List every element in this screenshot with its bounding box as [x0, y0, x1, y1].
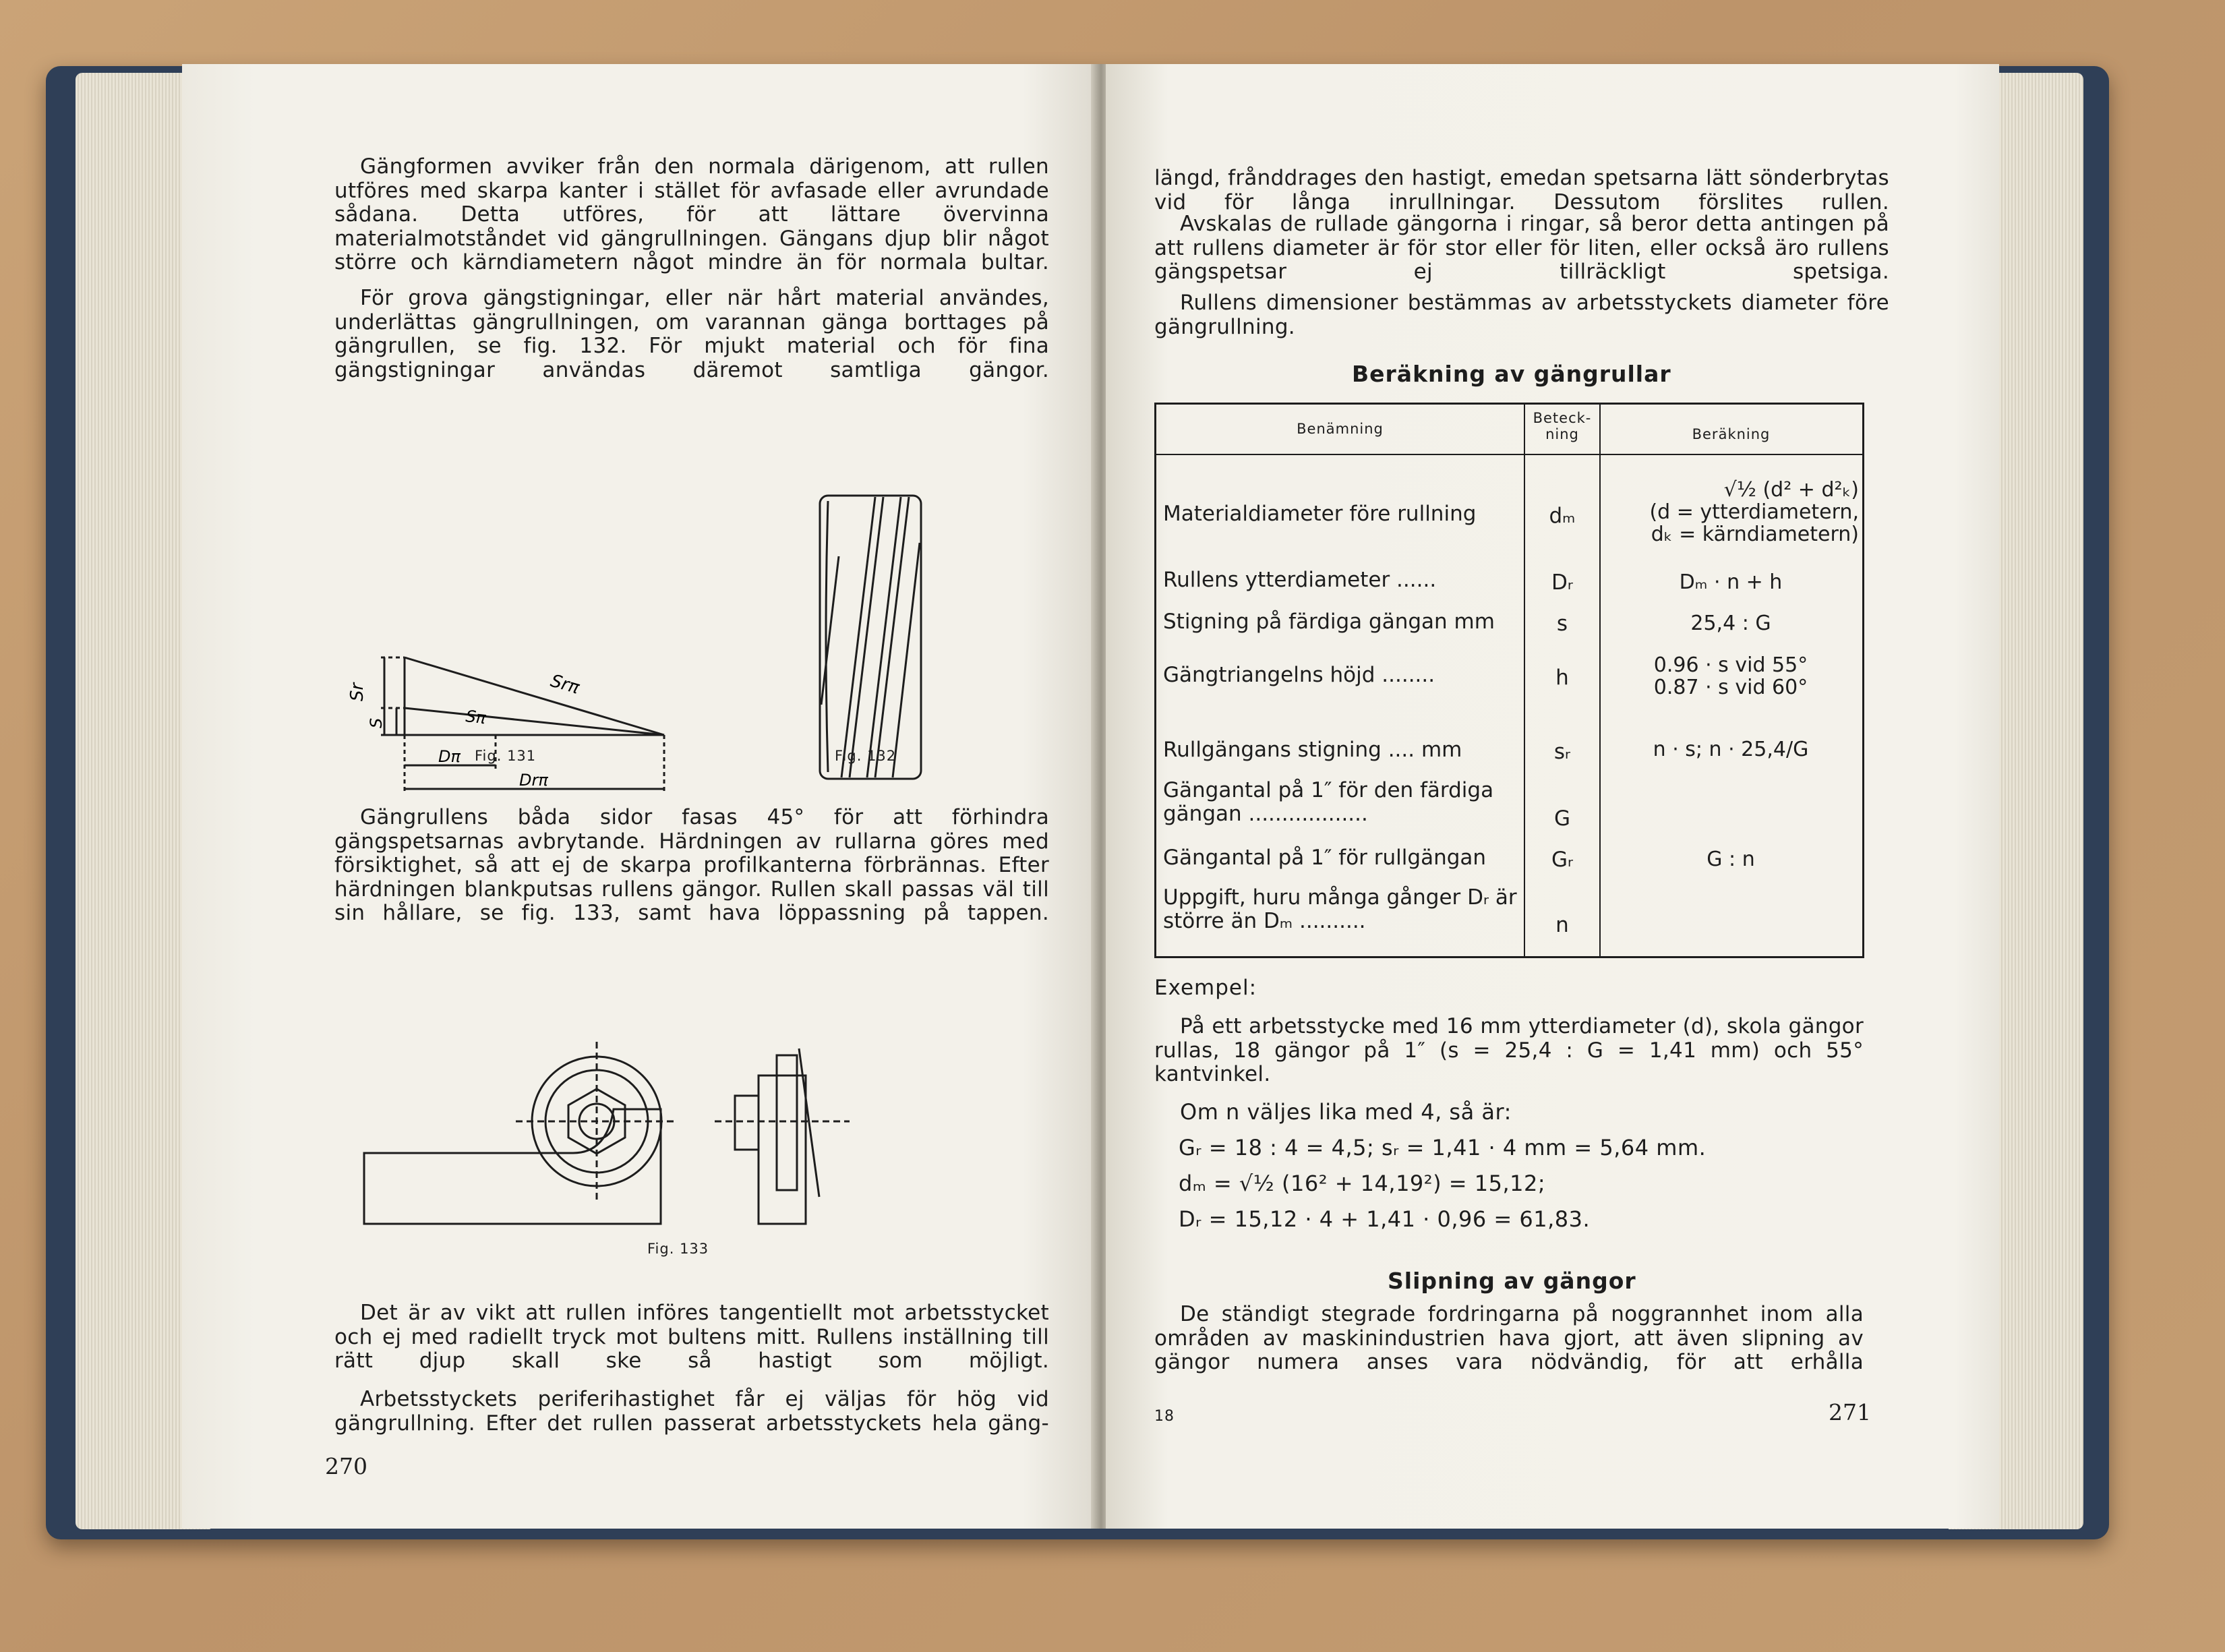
example-label: Exempel:: [1154, 976, 1257, 1000]
row-gangantal-rullgangan-calc: G : n: [1707, 848, 1755, 871]
left-page-number: 270: [325, 1453, 367, 1479]
formula-dm: dₘ = √½ (16² + 14,19²) = 15,12;: [1179, 1171, 1546, 1196]
row-materialdiameter-calc: √½ (d² + d²ₖ) (d = ytterdiametern, dₖ = kärndiametern): [1649, 478, 1859, 546]
table-title: Beräkning av gängrullar: [1352, 361, 1671, 387]
table-header-rule: [1156, 454, 1862, 455]
row-gangantal-fardiga-name: Gängantal på 1″ för den färdiga gängan ..................: [1163, 778, 1494, 826]
table-divider-2: [1599, 405, 1601, 956]
row-gangantal-fardiga-symbol: G: [1553, 806, 1571, 831]
left-paragraph-4: Det är av vikt att rullen införes tangentiellt mot arbetsstycket och ej med radiellt tryck mot bultens mitt. Rullens inställning till rätt djup skall ske så hastigt som möjligt.: [334, 1301, 1049, 1373]
fig133-caption: Fig. 133: [647, 1241, 709, 1257]
left-paragraph-1: Gängformen avviker från den normala därigenom, att rullen utföres med skarpa kanter i stället för avfasade eller avrundade sådana. Detta utföres, för att lättare övervinna materialmotståndet vid gängrullningen. Gängans djup blir något större och kärndiametern något mindre än för normala bultar.: [334, 154, 1049, 274]
left-paragraph-5: Arbetsstyckets periferihastighet får ej väljas för hög vid gängrullning. Efter det rullen passerat arbetsstyckets hela gäng-: [334, 1387, 1049, 1436]
fig131-label-s: S: [367, 717, 386, 728]
row-stigning-name: Stigning på färdiga gängan mm: [1163, 610, 1495, 634]
row-gangtriangel-name: Gängtriangelns höjd ........: [1163, 663, 1435, 687]
fig132-caption: Fig. 132: [835, 748, 897, 764]
fig132-thread-4: [875, 497, 909, 777]
fig131-caption: Fig. 131: [475, 748, 537, 764]
row-rullgangans-stigning-symbol: sᵣ: [1553, 740, 1571, 764]
formula-gr-sr: Gᵣ = 18 : 4 = 4,5; sᵣ = 1,41 · 4 mm = 5,64 mm.: [1179, 1135, 1707, 1160]
right-page-number: 271: [1829, 1399, 1871, 1425]
fig133-side-nut: [735, 1096, 759, 1150]
fig133-side-edge: [799, 1049, 819, 1197]
example-paragraph: På ett arbetsstycke med 16 mm ytterdiameter (d), skola gängor rullas, 18 gängor på 1″ (s = 25,4 : G = 1,41 mm) och 55° kantvinkel.: [1154, 1014, 1864, 1086]
fig131-label-srpi: Srπ: [548, 670, 582, 699]
row-rullens-ytterdiameter-symbol: Dᵣ: [1551, 570, 1573, 595]
row-rullens-ytterdiameter-calc: Dₘ · n + h: [1679, 570, 1783, 594]
header-berakning: Beräkning: [1692, 426, 1771, 442]
row-rullgangans-stigning-calc: n · s; n · 25,4/G: [1653, 738, 1809, 761]
row-stigning-calc: 25,4 : G: [1690, 612, 1771, 635]
fig132-thread-1: [841, 497, 875, 777]
left-paragraph-3: Gängrullens båda sidor fasas 45° för att förhindra gängspetsarnas avbrytande. Härdningen av rullarna göres med försiktighet, så att ej de skarpa profilkanterna förbrännas. Efter härdningen blankputsas rullens gängor. Rullen skall passas väl till sin hållare, se fig. 133, samt hava löppassning på tappen.: [334, 805, 1049, 925]
fig131-label-sr: Sr: [347, 682, 367, 701]
fig131-label-spi: Sπ: [465, 707, 487, 728]
right-paragraph-2: Avskalas de rullade gängorna i ringar, så beror detta antingen på att rullens diameter är för stor eller för liten, eller också äro rullens gängspetsar ej tillräckligt spetsiga.: [1154, 212, 1889, 284]
signature-mark: 18: [1154, 1408, 1175, 1425]
fig133-holder-arm: [364, 1109, 661, 1224]
fig131-label-dpi: Dπ: [438, 747, 461, 766]
right-paragraph-3: Rullens dimensioner bestämmas av arbetsstyckets diameter före gängrullning.: [1154, 291, 1889, 339]
fig133-side-holder: [759, 1075, 806, 1224]
row-gangantal-rullgangan-symbol: Gᵣ: [1551, 848, 1574, 872]
fig132-thread-2: [850, 497, 883, 777]
left-page: [182, 64, 1096, 1529]
example-intro: Om n väljes lika med 4, så är:: [1180, 1099, 1512, 1125]
header-benamning: Benämning: [1297, 421, 1384, 437]
figure-132: [801, 421, 936, 799]
row-rullens-ytterdiameter-name: Rullens ytterdiameter ......: [1163, 568, 1437, 592]
figure-133: [364, 974, 971, 1258]
fig132-thread-5: [893, 543, 920, 777]
formula-dr: Dᵣ = 15,12 · 4 + 1,41 · 0,96 = 61,83.: [1179, 1206, 1591, 1232]
row-rullgangans-stigning-name: Rullgängans stigning .... mm: [1163, 738, 1462, 762]
fig132-thread-3: [867, 497, 901, 777]
row-materialdiameter-name: Materialdiameter före rullning: [1163, 502, 1477, 526]
row-gangtriangel-calc: 0.96 · s vid 55° 0.87 · s vid 60°: [1653, 653, 1808, 699]
right-paragraph-1: längd, frånddrages den hastigt, emedan spetsarna lätt sönderbrytas vid för långa inrullningar. Dessutom förslites rullen.: [1154, 166, 1889, 214]
fig132-left-contour: [826, 501, 828, 772]
fig131-label-drpi: Drπ: [519, 771, 548, 790]
left-paragraph-2: För grova gängstigningar, eller när hårt material användes, underlättas gängrullningen, om varannan gänga borttages på gängrullen, se fig. 132. För mjukt material och för fina gängstigningar användas däremot samtliga gängor.: [334, 286, 1049, 382]
fig132-thread-6: [821, 556, 839, 705]
calculation-table: [1154, 403, 1864, 958]
row-gangantal-rullgangan-name: Gängantal på 1″ för rullgängan: [1163, 846, 1487, 870]
fig131-hypotenuse-lower: [405, 708, 664, 735]
right-paragraph-4: De ständigt stegrade fordringarna på noggrannhet inom alla områden av maskinindustrien hava gjort, att även slipning av gängor numera anses vara nödvändig, för att erhålla: [1154, 1302, 1864, 1374]
fig131-hypotenuse-upper: [405, 657, 664, 735]
row-materialdiameter-symbol: dₘ: [1549, 504, 1576, 528]
row-uppgift-symbol: n: [1555, 913, 1569, 937]
section-heading: Slipning av gängor: [1388, 1268, 1636, 1294]
header-beteckning: Beteck- ning: [1533, 410, 1592, 442]
row-stigning-symbol: s: [1556, 612, 1568, 636]
row-gangtriangel-symbol: h: [1555, 666, 1569, 690]
row-uppgift-name: Uppgift, huru många gånger Dᵣ är större än Dₘ ..........: [1163, 885, 1517, 933]
